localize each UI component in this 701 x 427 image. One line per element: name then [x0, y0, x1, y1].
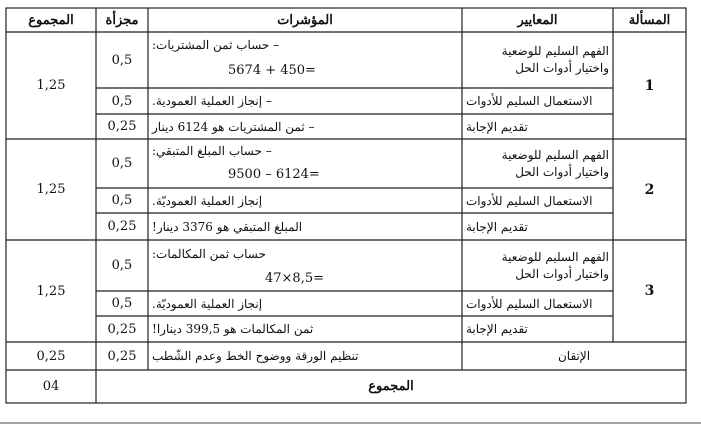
- header-partial: مجزأة: [105, 12, 139, 28]
- indicator-text: – حساب المبلغ المتبقي:: [152, 144, 272, 158]
- problem-number: 1: [644, 77, 655, 94]
- mastery-total: 0,25: [36, 348, 66, 364]
- criterion-understanding: الفهم السليم للوضعية واختيار أدوات الحل: [501, 44, 609, 75]
- partial-score: 0,25: [107, 321, 137, 337]
- mastery-criterion: الإتقان: [557, 349, 591, 363]
- criterion-understanding: الفهم السليم للوضعية واختيار أدوات الحل: [501, 147, 609, 179]
- header-total: المجموع: [28, 12, 74, 28]
- indicator-text: إنجاز العملية العموديّة.: [152, 193, 263, 208]
- criterion-tools: الاستعمال السليم للأدوات: [466, 94, 593, 108]
- partial-score: 0,5: [111, 93, 133, 109]
- problem-total: 1,25: [36, 78, 66, 93]
- criterion-answer: تقديم الإجابة: [466, 119, 528, 134]
- grand-total-value: 04: [42, 379, 60, 394]
- criterion-understanding: الفهم السليم للوضعية واختيار أدوات الحل: [501, 249, 609, 281]
- indicator-text: – ثمن المشتريات هو 6124 دينار: [152, 119, 315, 134]
- indicator-text: حساب ثمن المكالمات:: [152, 247, 266, 261]
- problem-number: 3: [644, 283, 655, 299]
- indicator-text: إنجاز العملية العموديّة.: [152, 296, 263, 311]
- indicator-text: – إنجاز العملية العمودية.: [152, 94, 272, 108]
- partial-score: 0,25: [107, 119, 137, 134]
- criterion-tools: الاستعمال السليم للأدوات: [466, 193, 593, 208]
- criterion-answer: تقديم الإجابة: [466, 322, 528, 336]
- partial-score: 0,5: [111, 156, 133, 171]
- partial-score: 0,5: [111, 258, 133, 273]
- mastery-indicator: تنظيم الورقة ووضوح الخط وعدم الشّطب: [152, 349, 359, 363]
- mastery-score: 0,25: [107, 348, 137, 364]
- grand-total-label: المجموع: [368, 379, 414, 394]
- partial-score: 0,25: [107, 219, 137, 234]
- header-indicators: المؤشرات: [277, 12, 333, 28]
- header-criteria: المعايير: [517, 12, 558, 28]
- indicator-formula: 5674 + 450=: [228, 62, 316, 78]
- indicator-text: ثمن المكالمات هو 399,5 دينارا!: [152, 322, 314, 336]
- indicator-formula: 47×8,5=: [265, 270, 325, 286]
- problem-total: 1,25: [36, 182, 66, 197]
- indicator-text: المبلغ المتبقي هو 3376 دينار!: [152, 219, 303, 234]
- header-problem: المسألة: [628, 12, 671, 28]
- partial-score: 0,5: [111, 193, 133, 208]
- problem-total: 1,25: [36, 283, 66, 299]
- partial-score: 0,5: [111, 296, 133, 311]
- indicator-formula: 9500 – 6124=: [228, 166, 320, 182]
- partial-score: 0,5: [111, 52, 133, 68]
- criterion-tools: الاستعمال السليم للأدوات: [466, 296, 593, 311]
- criterion-answer: تقديم الإجابة: [466, 219, 528, 234]
- indicator-text: – حساب ثمن المشتريات:: [152, 38, 280, 52]
- problem-number: 2: [644, 181, 655, 198]
